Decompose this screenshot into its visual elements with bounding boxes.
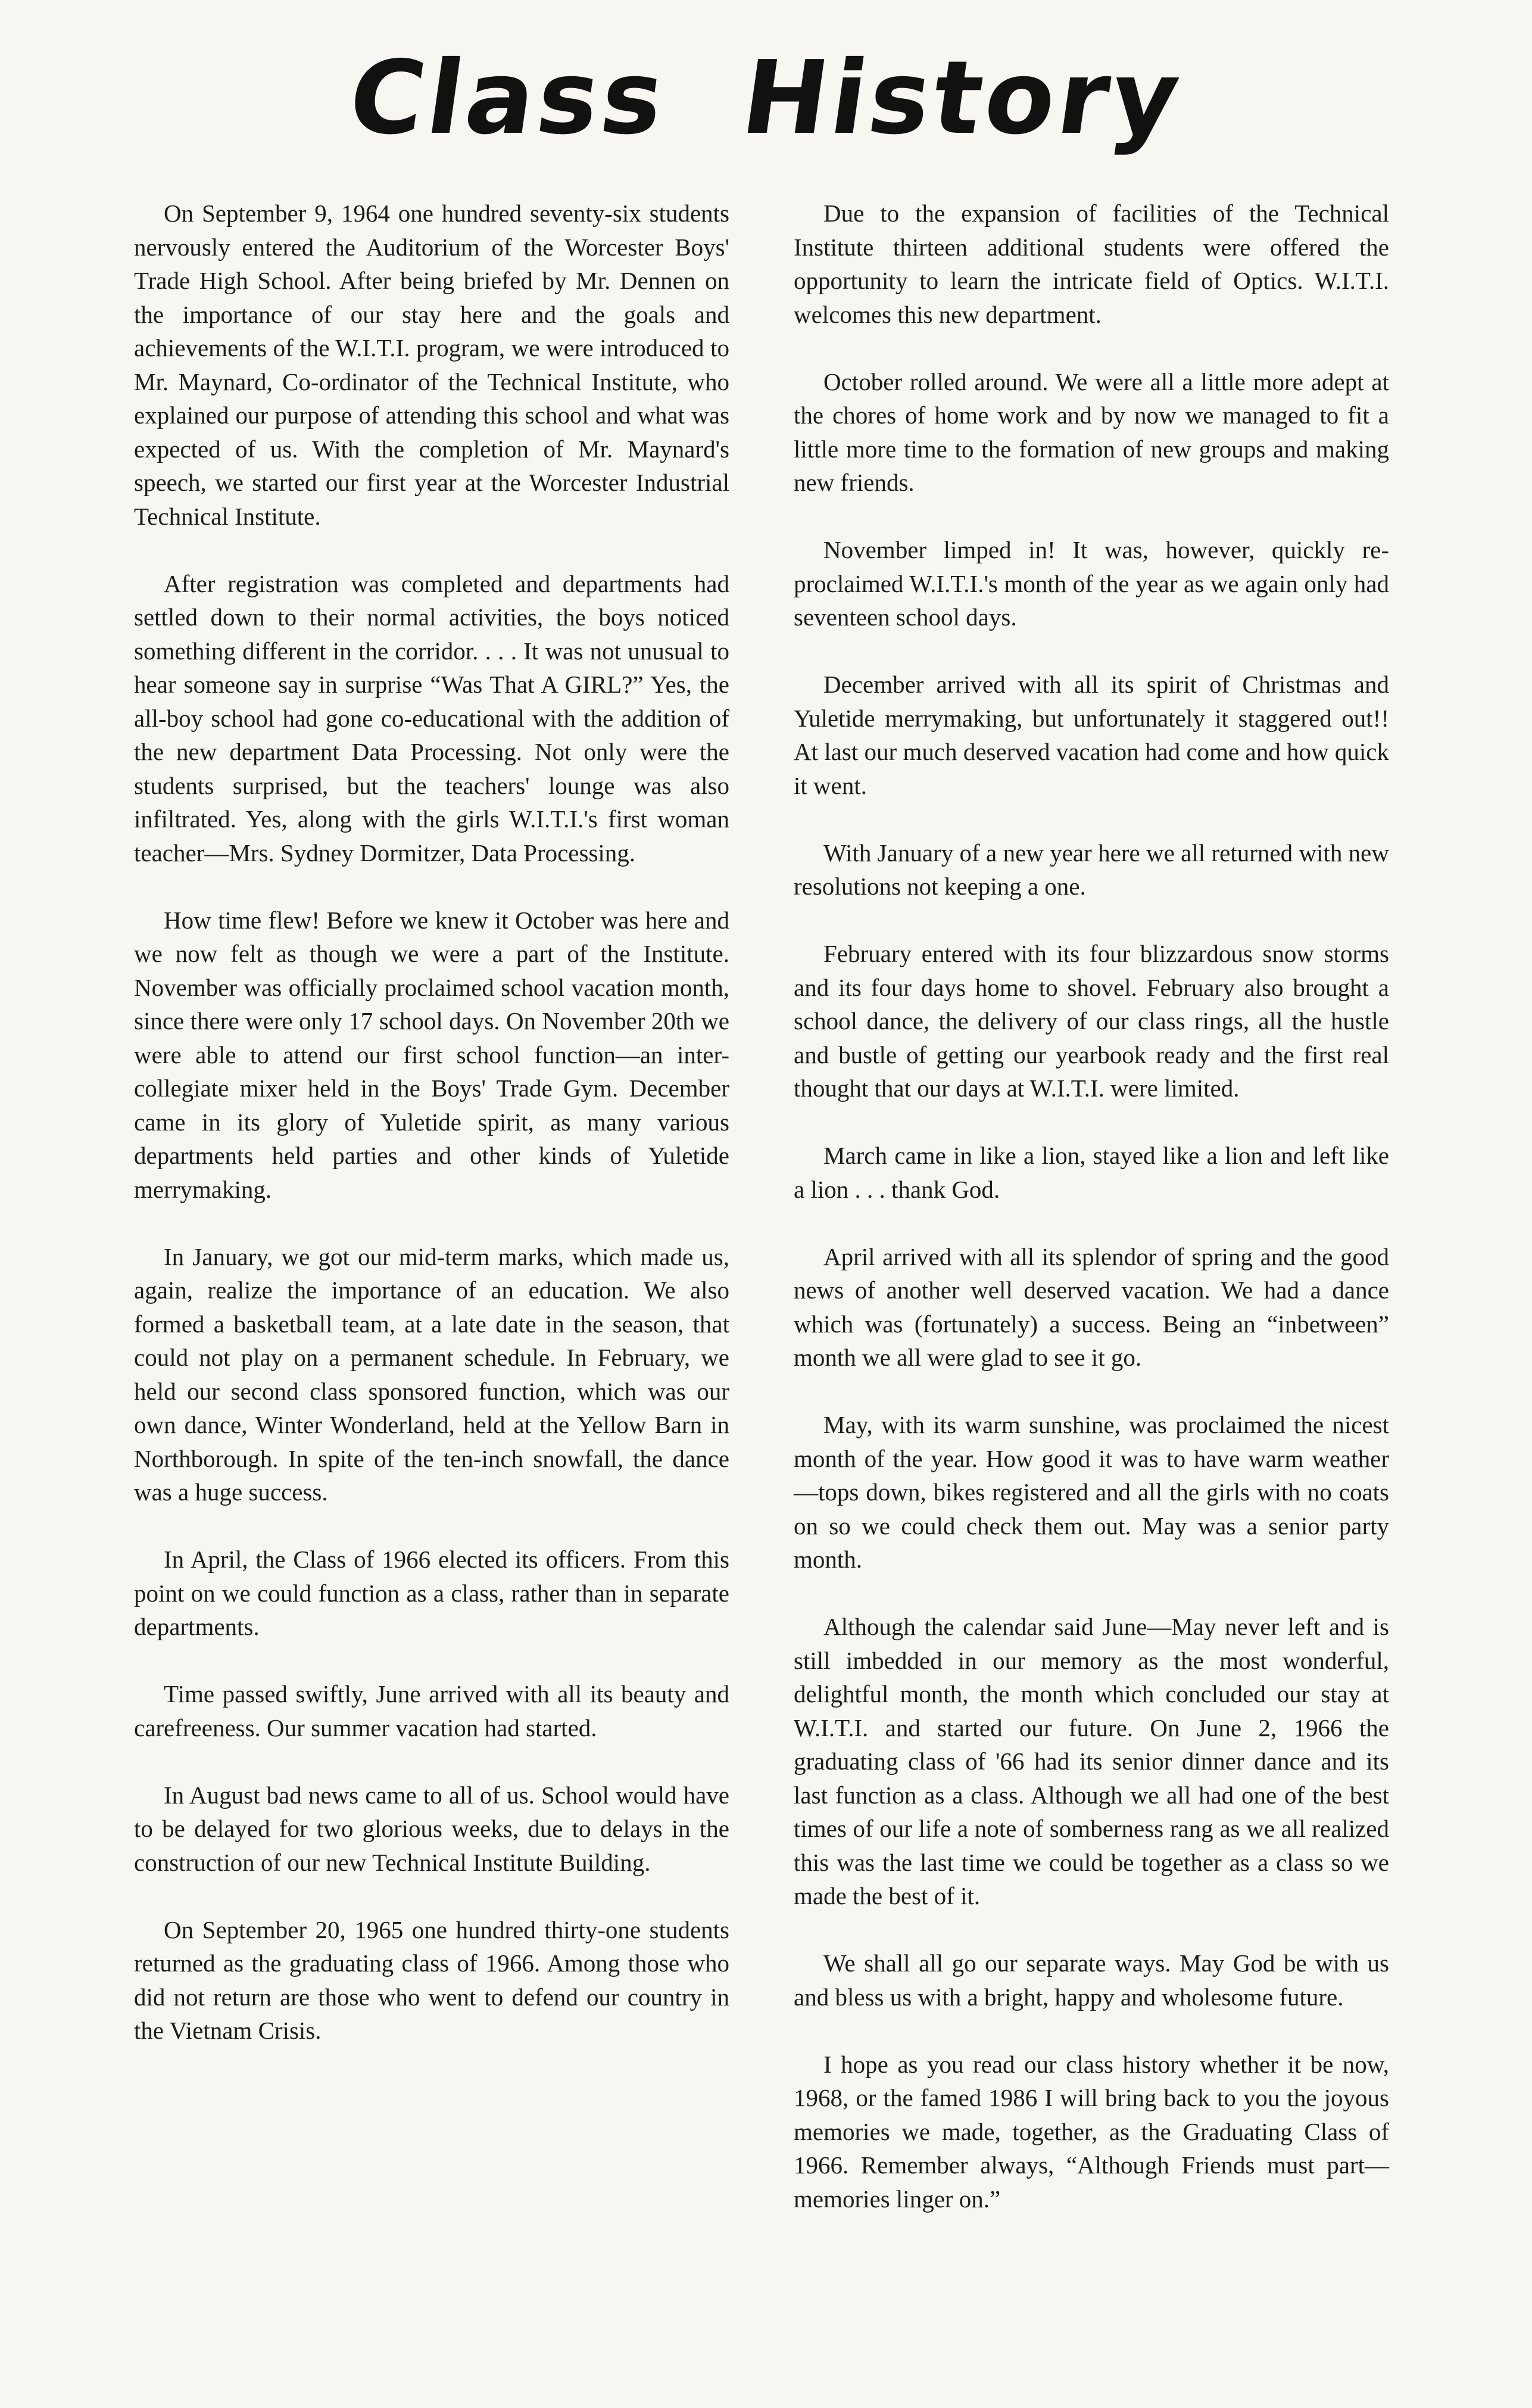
paragraph: In August bad news came to all of us. School would have to be delayed for two glorious weeks, due to delays in the construction of our new Technical Institute Building. [134,1781,729,1876]
paragraph: May, with its warm sunshine, was proclaimed the nicest month of the year. How good it was to have warm weather—tops down, bikes registered and all the girls with no coats on so we could check them out. May was a senior party month. [794,1411,1389,1573]
paragraph: After registration was completed and departments had settled down to their normal activities, the boys noticed something different in the corridor. . . . It was not unusual to hear someone say in surprise “Was That A GIRL?” Yes, the all-boy school had gone co-educational with the addition of the new department Data Processing. Not only were the students surprised, but the teachers' lounge was also infiltrated. Yes, along with the girls W.I.T.I.'s first woman teacher—Mrs. Sydney Dormitzer, Data Processing. [134,569,729,867]
title-word-class: Class [342,39,675,157]
paragraph: November limped in! It was, however, quickly re-proclaimed W.I.T.I.'s month of the year as we again only had seventeen school days. [794,536,1389,631]
paragraph: December arrived with all its spirit of Christmas and Yuletide merrymaking, but unfortunately it staggered out!! At last our much deserved vacation had come and how quick it went. [794,671,1389,799]
paragraph: Although the calendar said June—May never left and is still imbedded in our memory as the most wonderful, delightful month, the month which concluded our stay at W.I.T.I. and started our future. On June 2, 1966 the graduating class of '66 had its senior dinner dance and its last function as a class. Although we all had one of the best times of our life a note of somberness rang as we all realized this was the last time we could be together as a class so we made the best of it. [794,1613,1389,1909]
paragraph: On September 20, 1965 one hundred thirty-one students returned as the graduating class of 1966. Among those who did not return are those who went to defend our country in the Vietnam Crisis. [134,1915,729,2044]
paragraph: I hope as you read our class history whether it be now, 1968, or the famed 1986 I will bring back to you the joyous memories we made, together, as the Graduating Class of 1966. Remember always, “Although Friends must part—memories linger on.” [794,2050,1389,2213]
paragraph: In April, the Class of 1966 elected its officers. From this point on we could function as a class, rather than in separate departments. [134,1546,729,1640]
paragraph: October rolled around. We were all a little more adept at the chores of home work and by now we managed to fit a little more time to the formation of new groups and making new friends. [794,367,1389,496]
right-column [794,197,1389,2250]
paragraph: March came in like a lion, stayed like a lion and left like a lion . . . thank God. [794,1142,1389,1203]
title-word-history: History [735,39,1190,157]
left-column [134,197,729,2081]
paragraph: April arrived with all its splendor of spring and the good news of another well deserved vacation. We had a dance which was (fortunately) a success. Being an “inbetween” month we all were glad to see it go. [794,1242,1389,1371]
paragraph: Due to the expansion of facilities of the Technical Institute thirteen additional students were offered the opportunity to learn the intricate field of Optics. W.I.T.I. welcomes this new department. [794,200,1389,328]
paragraph: In January, we got our mid-term marks, which made us, again, realize the importance of an education. We also formed a basketball team, at a late date in the season, that could not play on a permanent schedule. In February, we held our second class sponsored function, which was our own dance, Winter Wonderland, held at the Yellow Barn in Northborough. In spite of the ten-inch snowfall, the dance was a huge success. [134,1242,729,1506]
paragraph: February entered with its four blizzardous snow storms and its four days home to shovel. February also brought a school dance, the delivery of our class rings, all the hustle and bustle of getting our yearbook ready and the first real thought that our days at W.I.T.I. were limited. [794,940,1389,1102]
paragraph: On September 9, 1964 one hundred seventy-six students nervously entered the Auditorium of the Worcester Boys' Trade High School. After being briefed by Mr. Dennen on the importance of our stay here and the goals and achievements of the W.I.T.I. program, we were introduced to Mr. Maynard, Co-ordinator of the Technical Institute, who explained our purpose of attending this school and what was expected of us. With the completion of Mr. Maynard's speech, we started our first year at the Worcester Industrial Technical Institute. [134,200,729,530]
paragraph: With January of a new year here we all returned with new resolutions not keeping a one. [794,839,1389,900]
paragraph: We shall all go our separate ways. May God be with us and bless us with a bright, happy and wholesome future. [794,1949,1389,2011]
paragraph: How time flew! Before we knew it October was here and we now felt as though we were a part of the Institute. November was officially proclaimed school vacation month, since there were only 17 school days. On November 20th we were able to attend our first school function—an inter-collegiate mixer held in the Boys' Trade Gym. December came in its glory of Yuletide spirit, as many various departments held parties and other kinds of Yuletide merrymaking. [134,906,729,1203]
page-title [0,39,1532,157]
paragraph: Time passed swiftly, June arrived with all its beauty and carefreeness. Our summer vacation had started. [134,1680,729,1742]
